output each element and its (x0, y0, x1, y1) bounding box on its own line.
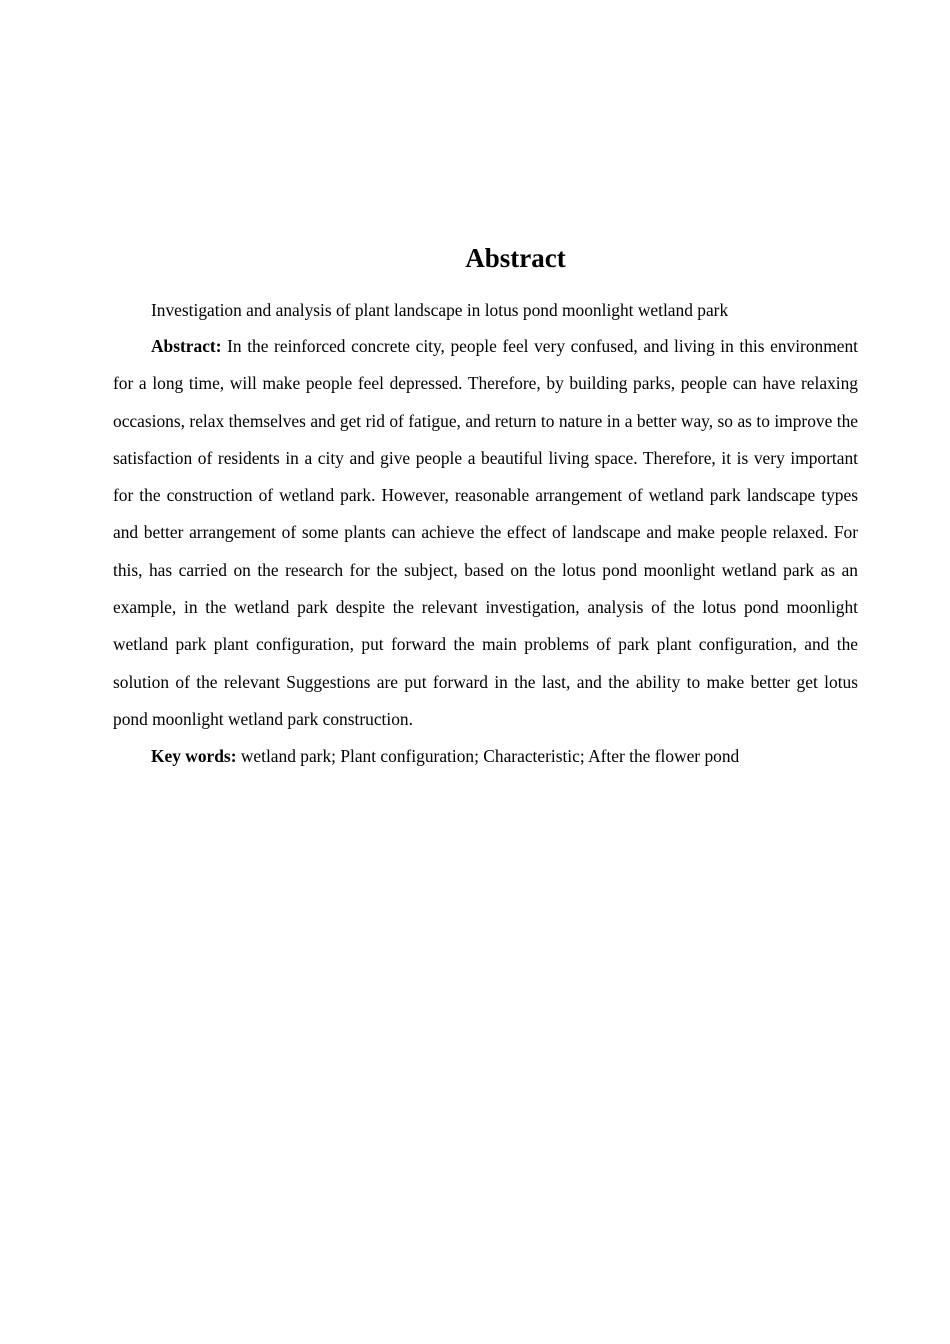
abstract-heading: Abstract (465, 243, 566, 273)
keywords-paragraph (113, 738, 858, 775)
abstract-text: In the reinforced concrete city, people feel very confused, and living in this environment for a long time, will make people feel depressed. Therefore, by building parks, people can have relaxing occasions, relax themselves and get rid of fatigue, and return to nature in a better way, so as to improve the satisfaction of residents in a city and give people a beautiful living space. Therefore, it is very important for the construction of wetland park. However, reasonable arrangement of wetland park landscape types and better arrangement of some plants can achieve the effect of landscape and make people relaxed. For this, has carried on the research for the subject, based on the lotus pond moonlight wetland park as an example, in the wetland park despite the relevant investigation, analysis of the lotus pond moonlight wetland park plant configuration, put forward the main problems of park plant configuration, and the solution of the relevant Suggestions are put forward in the last, and the ability to make better get lotus pond moonlight wetland park construction. (113, 336, 858, 729)
abstract-paragraph (113, 328, 858, 738)
abstract-body (113, 292, 858, 776)
keywords-label: Key words: (151, 746, 237, 767)
abstract-label: Abstract: (151, 336, 222, 356)
paper-title: Investigation and analysis of plant landscape in lotus pond moonlight wetland park (151, 300, 729, 320)
keywords-text: wetland park; Plant configuration; Characteristic; After the flower pond (236, 746, 740, 767)
